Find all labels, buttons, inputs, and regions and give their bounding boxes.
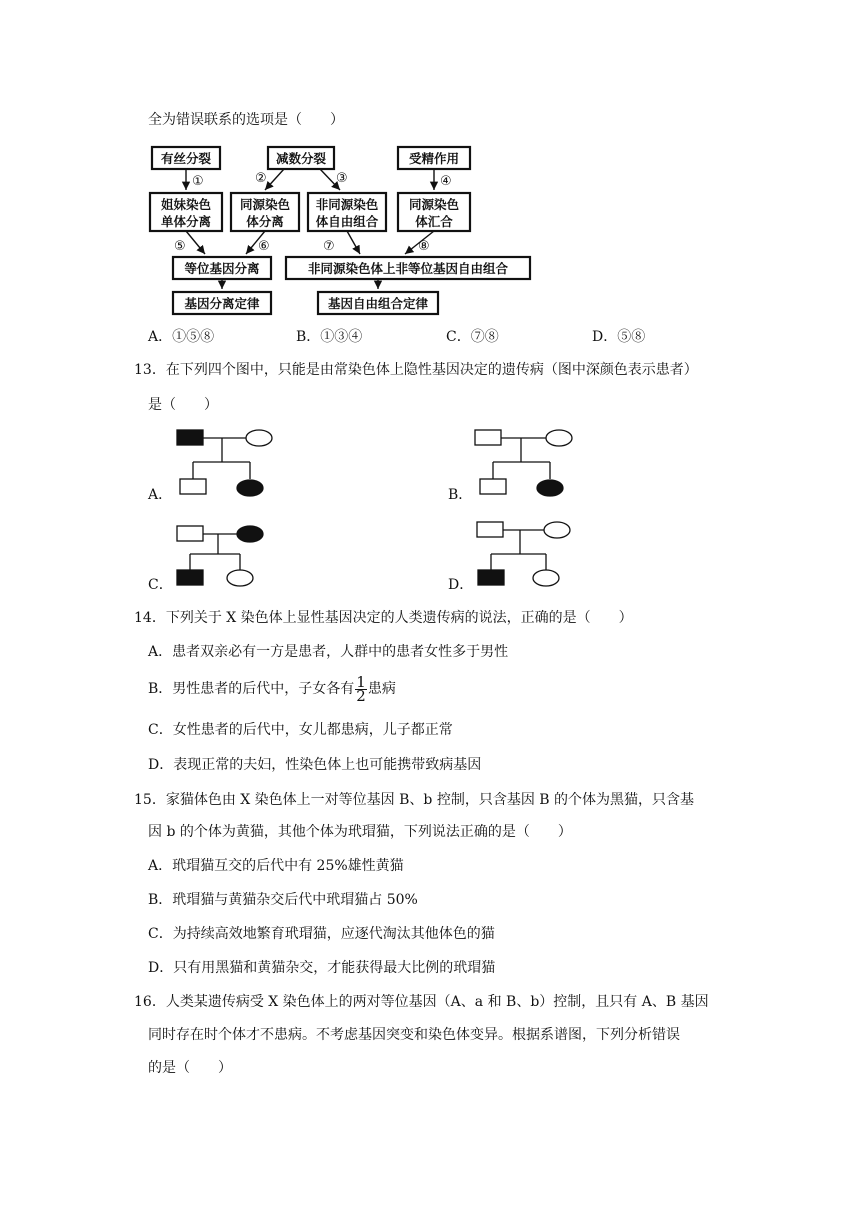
pedigree-b <box>475 430 572 496</box>
q15-option-c[interactable]: C．为持续高效地繁育玳瑁猫，应逐代淘汰其他体色的猫 <box>148 926 495 942</box>
svg-text:⑥: ⑥ <box>258 239 270 254</box>
svg-text:基因分离定律: 基因分离定律 <box>184 296 260 311</box>
svg-text:基因自由组合定律: 基因自由组合定律 <box>327 296 429 311</box>
svg-text:等位基因分离: 等位基因分离 <box>184 261 260 276</box>
svg-text:⑧: ⑧ <box>418 239 430 254</box>
svg-text:受精作用: 受精作用 <box>408 151 460 166</box>
svg-text:体分离: 体分离 <box>246 214 284 229</box>
svg-text:非同源染色体上非等位基因自由组合: 非同源染色体上非等位基因自由组合 <box>307 261 509 276</box>
q12-stem: 全为错误联系的选项是（ ） <box>148 112 344 128</box>
q15-option-a[interactable]: A．玳瑁猫互交的后代中有 25%雄性黄猫 <box>148 858 404 874</box>
q13-stem-line1: 13．在下列四个图中，只能是由常染色体上隐性基因决定的遗传病（图中深颜色表示患者） <box>134 362 698 378</box>
q12-option-c[interactable]: C．⑦⑧ <box>446 329 499 345</box>
q16-stem-line3: 的是（ ） <box>148 1060 232 1076</box>
q13-option-b[interactable]: B． <box>448 487 473 503</box>
q13-stem-line2: 是（ ） <box>148 397 218 413</box>
q13-option-a[interactable]: A． <box>148 487 173 503</box>
svg-text:⑤: ⑤ <box>174 239 186 254</box>
svg-text:体自由组合: 体自由组合 <box>315 214 379 229</box>
q15-option-d[interactable]: D．只有用黑猫和黄猫杂交，才能获得最大比例的玳瑁猫 <box>148 960 496 976</box>
q14-option-a[interactable]: A．患者双亲必有一方是患者，人群中的患者女性多于男性 <box>148 644 509 660</box>
svg-text:同源染色: 同源染色 <box>239 197 291 212</box>
svg-text:②: ② <box>255 171 267 186</box>
q15-option-b[interactable]: B．玳瑁猫与黄猫杂交后代中玳瑁猫占 50% <box>148 892 418 908</box>
svg-text:③: ③ <box>336 171 348 186</box>
svg-text:非同源染色: 非同源染色 <box>315 197 379 212</box>
svg-text:同源染色: 同源染色 <box>408 197 460 212</box>
pedigree-d <box>477 522 570 586</box>
q12-option-a[interactable]: A．①⑤⑧ <box>148 329 215 345</box>
q14-option-c[interactable]: C．女性患者的后代中，女儿都患病，儿子都正常 <box>148 722 453 738</box>
q12-option-d[interactable]: D．⑤⑧ <box>592 329 646 345</box>
pedigree-a <box>177 430 272 496</box>
q12-option-b[interactable]: B．①③④ <box>296 329 363 345</box>
svg-text:单体分离: 单体分离 <box>160 214 212 229</box>
q15-stem-line2: 因 b 的个体为黄猫，其他个体为玳瑁猫，下列说法正确的是（ ） <box>148 824 572 840</box>
pedigree-c <box>177 526 263 586</box>
q16-stem-line2: 同时存在时个体才不患病。不考虑基因突变和染色体变异。根据系谱图，下列分析错误 <box>148 1027 680 1043</box>
q13-option-d[interactable]: D． <box>448 577 474 593</box>
svg-text:④: ④ <box>440 174 452 189</box>
q15-stem-line1: 15．家猫体色由 X 染色体上一对等位基因 B、b 控制，只含基因 B 的个体为黑猫，只含基 <box>134 792 695 808</box>
q14-option-b[interactable]: B．男性患者的后代中，子女各有 $\frac{1}{2}$ 患病 <box>148 672 396 705</box>
q13-option-c[interactable]: C． <box>148 577 173 593</box>
fraction-one-half: $\frac{1}{2}$ <box>356 672 366 705</box>
q16-stem-line1: 16．人类某遗传病受 X 染色体上的两对等位基因（A、a 和 B、b）控制，且只有 A、B 基因 <box>134 994 709 1010</box>
svg-text:①: ① <box>192 174 204 189</box>
svg-text:姐妹染色: 姐妹染色 <box>160 197 212 212</box>
svg-text:体汇合: 体汇合 <box>415 214 453 229</box>
q13-pedigrees <box>0 0 860 600</box>
svg-text:有丝分裂: 有丝分裂 <box>160 151 212 166</box>
svg-text:减数分裂: 减数分裂 <box>275 151 327 166</box>
svg-text:⑦: ⑦ <box>323 239 335 254</box>
q14-option-d[interactable]: D．表现正常的夫妇，性染色体上也可能携带致病基因 <box>148 757 482 773</box>
q14-stem: 14．下列关于 X 染色体上显性基因决定的人类遗传病的说法，正确的是（ ） <box>134 610 633 626</box>
